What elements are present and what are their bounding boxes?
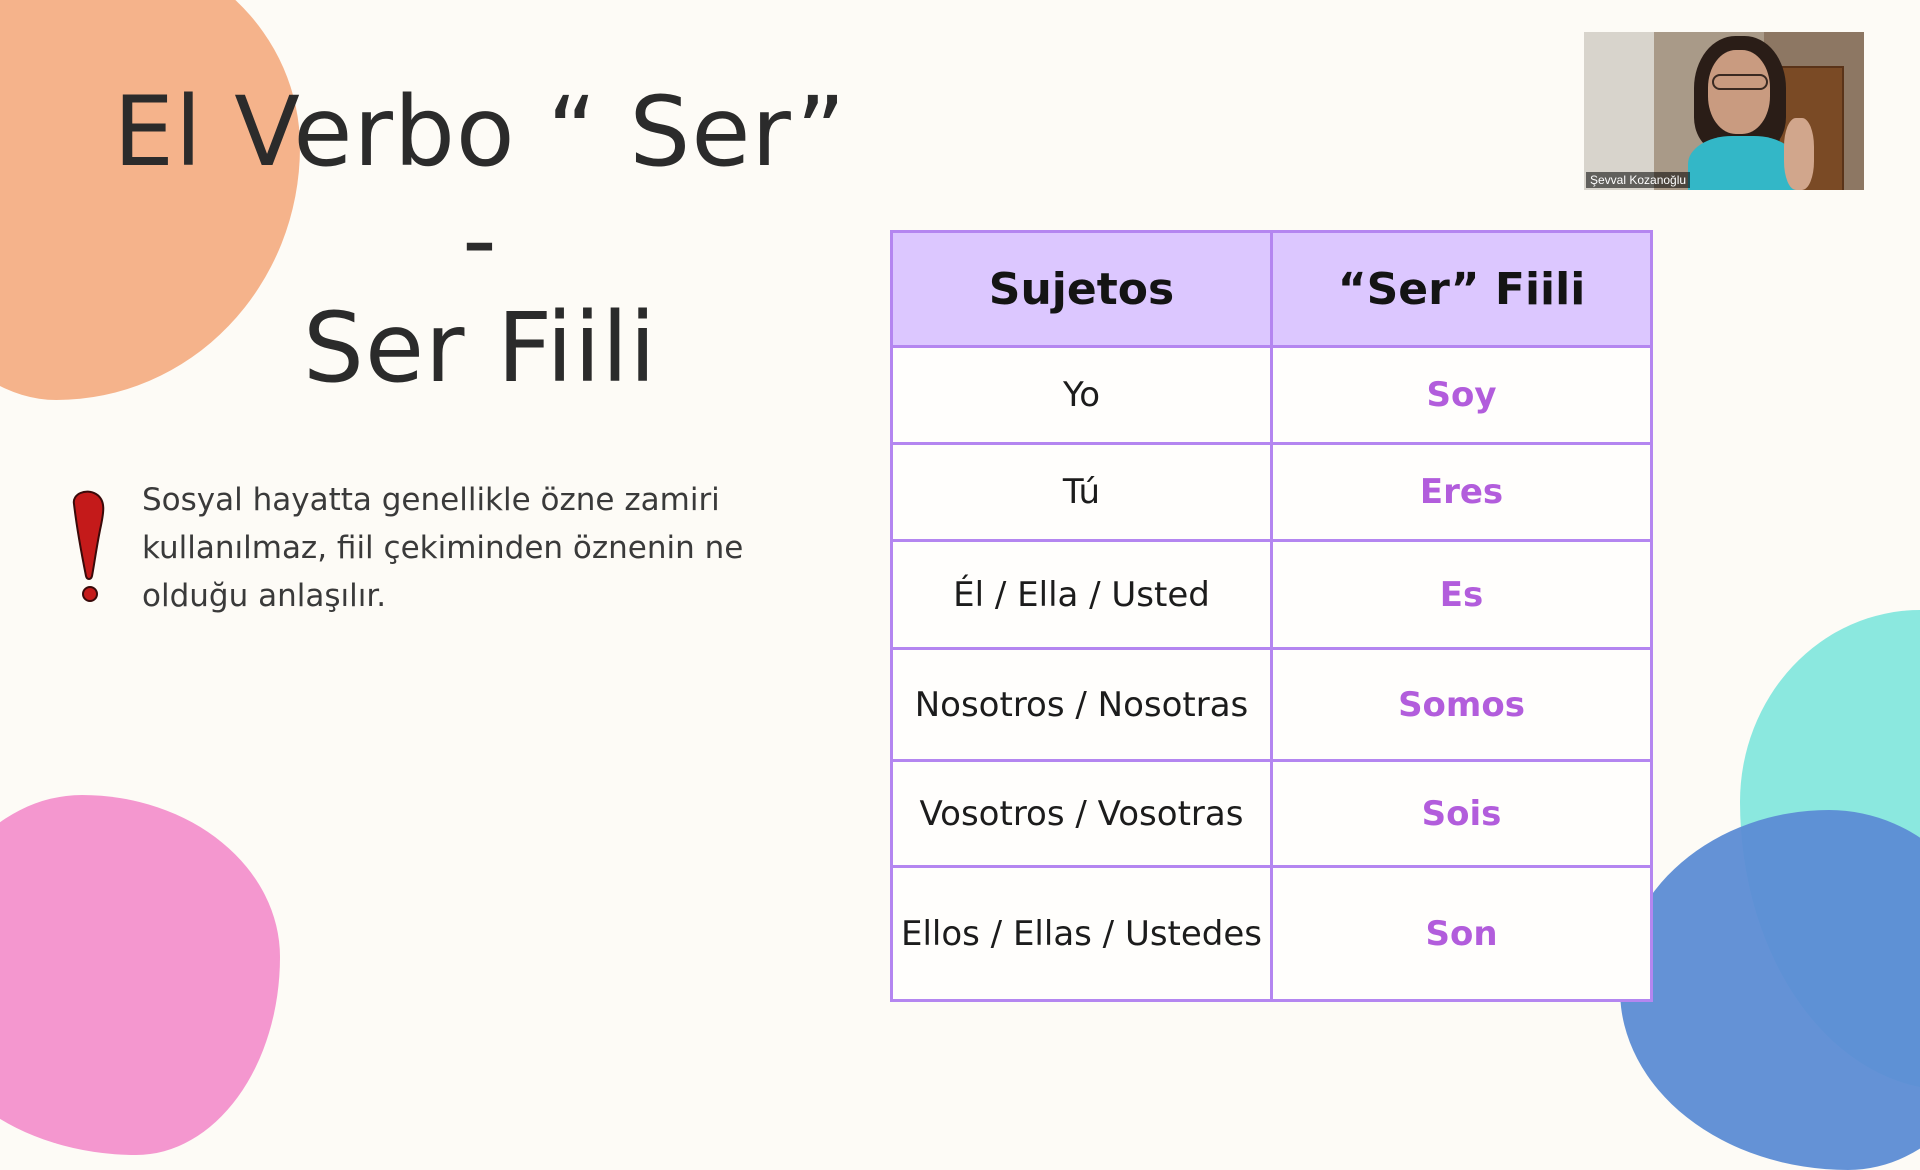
participant-video-tile[interactable] (1584, 32, 1864, 190)
table-row (892, 867, 1652, 1001)
subject-cell: Vosotros / Vosotras (892, 761, 1272, 867)
decorative-blob-pink (0, 795, 280, 1155)
participant-shirt (1688, 136, 1798, 190)
verb-form-cell: Eres (1272, 444, 1652, 541)
table-row (892, 761, 1652, 867)
verb-form-cell: Sois (1272, 761, 1652, 867)
decorative-blob-blue (1620, 810, 1920, 1170)
table-row (892, 649, 1652, 761)
subject-cell: Nosotros / Nosotras (892, 649, 1272, 761)
participant-name-label: Şevval Kozanoğlu (1586, 172, 1690, 188)
subject-cell: Yo (892, 347, 1272, 444)
table-row (892, 444, 1652, 541)
subject-cell: Ellos / Ellas / Ustedes (892, 867, 1272, 1001)
exclamation-icon (66, 490, 114, 605)
participant-hand (1784, 118, 1814, 190)
table-row (892, 347, 1652, 444)
note-text: Sosyal hayatta genellikle özne zamiri kullanılmaz, fiil çekiminden öznenin ne olduğu anlaşılır. (142, 482, 744, 614)
verb-form-cell: Son (1272, 867, 1652, 1001)
participant-glasses (1712, 74, 1768, 90)
slide-title-line-2: Ser Fiili (303, 292, 657, 404)
verb-form-cell: Es (1272, 541, 1652, 649)
table-row (892, 541, 1652, 649)
subject-cell: Él / Ella / Usted (892, 541, 1272, 649)
slide-title-line-1: El Verbo “ Ser” - (113, 76, 847, 296)
verb-form-cell: Soy (1272, 347, 1652, 444)
slide-title (80, 78, 880, 402)
header-ser-verb: “Ser” Fiili (1272, 232, 1652, 347)
table-header-row (892, 232, 1652, 347)
video-background-window (1584, 32, 1654, 190)
participant-face (1708, 50, 1770, 134)
subject-cell: Tú (892, 444, 1272, 541)
header-subjects: Sujetos (892, 232, 1272, 347)
conjugation-table (890, 230, 1653, 1002)
verb-form-cell: Somos (1272, 649, 1652, 761)
